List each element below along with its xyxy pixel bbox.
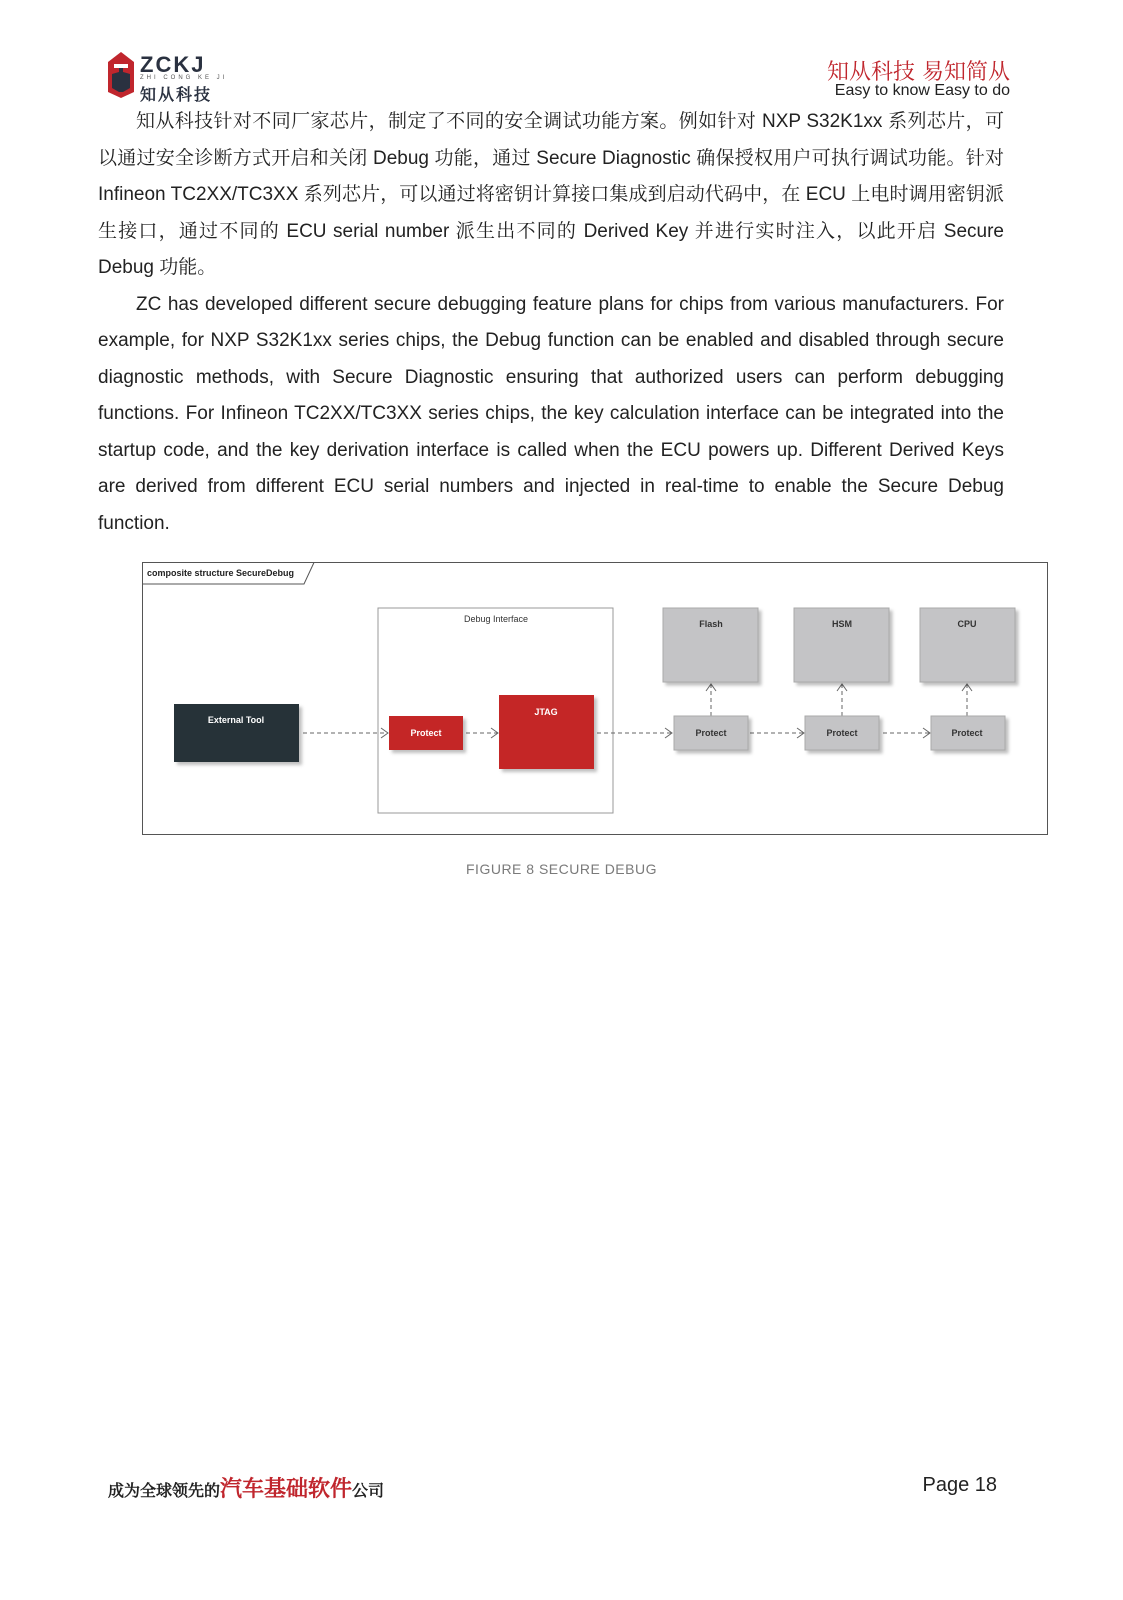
body-text [98, 104, 1004, 542]
protect-flash-label: Protect [695, 728, 727, 738]
cpu-label: CPU [957, 619, 977, 629]
header-slogan-en: Easy to know Easy to do [834, 82, 1010, 99]
footer-slogan-highlight: 汽车基础软件 [220, 1477, 353, 1502]
company-logo [108, 52, 248, 102]
figure-caption: FIGURE 8 SECURE DEBUG [466, 861, 657, 877]
protect-hsm-label: Protect [826, 728, 858, 738]
hsm-label: HSM [832, 619, 852, 629]
footer-slogan [108, 1472, 384, 1503]
logo-emblem-icon [108, 52, 134, 98]
header-slogan-cn: 知从科技 易知简从 [827, 60, 1010, 85]
paragraph-en: ZC has developed different secure debugging feature plans for chips from various manufacturers. For example, for NXP S32K1xx series chips, the Debug function can be enabled and disabled through secure diagnostic methods, with Secure Diagnostic ensuring that authorized users can perform debugging functions. For Infineon TC2XX/TC3XX series chips, the key calculation interface can be integrated into the startup code, and the key derivation interface is called when the ECU powers up. Different Derived Keys are derived from different ECU serial numbers and injected in real-time to enable the Secure Debug function. [98, 293, 1004, 534]
debug-interface-label: Debug Interface [463, 614, 529, 624]
footer-slogan-pre: 成为全球领先的 [108, 1481, 221, 1500]
jtag-label: JTAG [534, 707, 558, 717]
paragraph-cn: 知从科技针对不同厂家芯片，制定了不同的安全调试功能方案。例如针对 NXP S32K1xx 系列芯片，可以通过安全诊断方式开启和关闭 Debug 功能，通过 Secure Diagnostic 确保授权用户可执行调试功能。针对 Infineon TC2XX/TC3XX 系列芯片，可以通过将密钥计算接口集成到启动代码中，在 ECU 上电时调用密钥派生接口，通过不同的 ECU serial number 派生出不同的 Derived Key 并进行实时注入，以此开启 Secure Debug 功能。 [98, 111, 1004, 278]
secure-debug-diagram [142, 562, 1048, 835]
footer-slogan-post: 公司 [352, 1481, 385, 1500]
protect-cpu-label: Protect [951, 728, 983, 738]
page-header [0, 0, 1123, 110]
logo-brand: ZCKJ [140, 52, 206, 77]
protect-debug-label: Protect [410, 728, 442, 738]
flash-label: Flash [699, 619, 723, 629]
logo-cn: 知从科技 [140, 87, 213, 104]
external-tool-label: External Tool [207, 715, 265, 725]
page-number: Page 18 [922, 1474, 997, 1496]
frame-title: composite structure SecureDebug [147, 568, 295, 578]
logo-pinyin: ZHI CONG KE JI [140, 75, 228, 81]
external-tool-block [174, 704, 299, 762]
